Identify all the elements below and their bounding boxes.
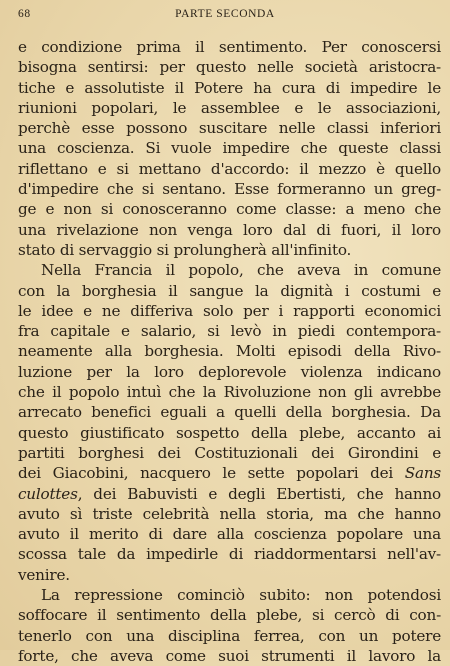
text-line: La repressione cominciò subito: non potendosi: [41, 586, 441, 605]
text-line: una rivelazione non venga loro dal di fuori, il loro: [18, 220, 441, 239]
text-line: riunioni popolari, le assemblee e le associazioni,: [18, 98, 441, 117]
text-line: riflettano e si mettano d'accordo: il mezzo è quello: [18, 159, 441, 178]
text-line: soffocare il sentimento della plebe, si cercò di con-: [18, 606, 441, 625]
text-line: fra capitale e salario, si levò in piedi contempora-: [18, 322, 441, 341]
page-body: [18, 37, 441, 666]
page-header: [18, 8, 432, 24]
text-line: che il popolo intuì che la Rivoluzione non gli avrebbe: [18, 383, 441, 402]
text-line: perchè esse possono suscitare nelle classi inferiori: [18, 119, 441, 138]
text-line: forte, che aveva come suoi strumenti il lavoro la: [18, 646, 441, 665]
text-line: avuto il merito di dare alla coscienza popolare una: [18, 525, 441, 544]
text-line: d'impedire che si sentano. Esse formeranno un greg-: [18, 180, 441, 199]
italic-phrase: culottes: [18, 484, 78, 503]
text-line: [18, 463, 441, 483]
text-line: partiti borghesi dei Costituzionali dei Girondini e: [18, 443, 441, 462]
text-line: questo giustificato sospetto della plebe, accanto ai: [18, 423, 441, 442]
paragraph-2: [18, 260, 441, 585]
text-line: Nella Francia il popolo, che aveva in comune: [41, 261, 441, 280]
text-line: luzione per la loro deplorevole violenza indicano: [18, 362, 441, 381]
running-head: PARTE SECONDA: [175, 8, 275, 20]
text-line: una coscienza. Si vuole impedire che queste classi: [18, 139, 441, 158]
text-run: dei Giacobini, nacquero le sette popolari dei: [18, 464, 405, 483]
paragraph-3: [18, 585, 441, 666]
text-line: bisogna sentirsi: per questo nelle società aristocra-: [18, 58, 441, 77]
text-line: tiche e assolutiste il Potere ha cura di impedire le: [18, 78, 441, 97]
text-line: [18, 484, 441, 504]
text-line: arrecato benefici eguali a quelli della borghesia. Da: [18, 403, 441, 422]
text-line: venire.: [18, 565, 70, 584]
text-line: ge e non si conosceranno come classe: a meno che: [18, 200, 441, 219]
text-line: scossa tale da impedirle di riaddormentarsi nell'av-: [18, 545, 441, 564]
text-line: neamente alla borghesia. Molti episodi della Rivo-: [18, 342, 441, 361]
paragraph-1: [18, 37, 441, 260]
text-line: stato di servaggio si prolungherà all'infinito.: [18, 240, 352, 259]
italic-phrase: Sans: [404, 464, 441, 483]
text-line: e condizione prima il sentimento. Per conoscersi: [18, 38, 441, 56]
text-line: le idee e ne differiva solo per i rapporti economici: [18, 301, 441, 320]
text-run: , dei Babuvisti e degli Ebertisti, che hanno: [77, 484, 441, 503]
text-line: avuto sì triste celebrità nella storia, ma che hanno: [18, 504, 441, 523]
text-line: con la borghesia il sangue la dignità i costumi e: [18, 281, 441, 300]
text-line: tenerlo con una disciplina ferrea, con un potere: [18, 626, 441, 645]
page-number: 68: [18, 8, 31, 20]
